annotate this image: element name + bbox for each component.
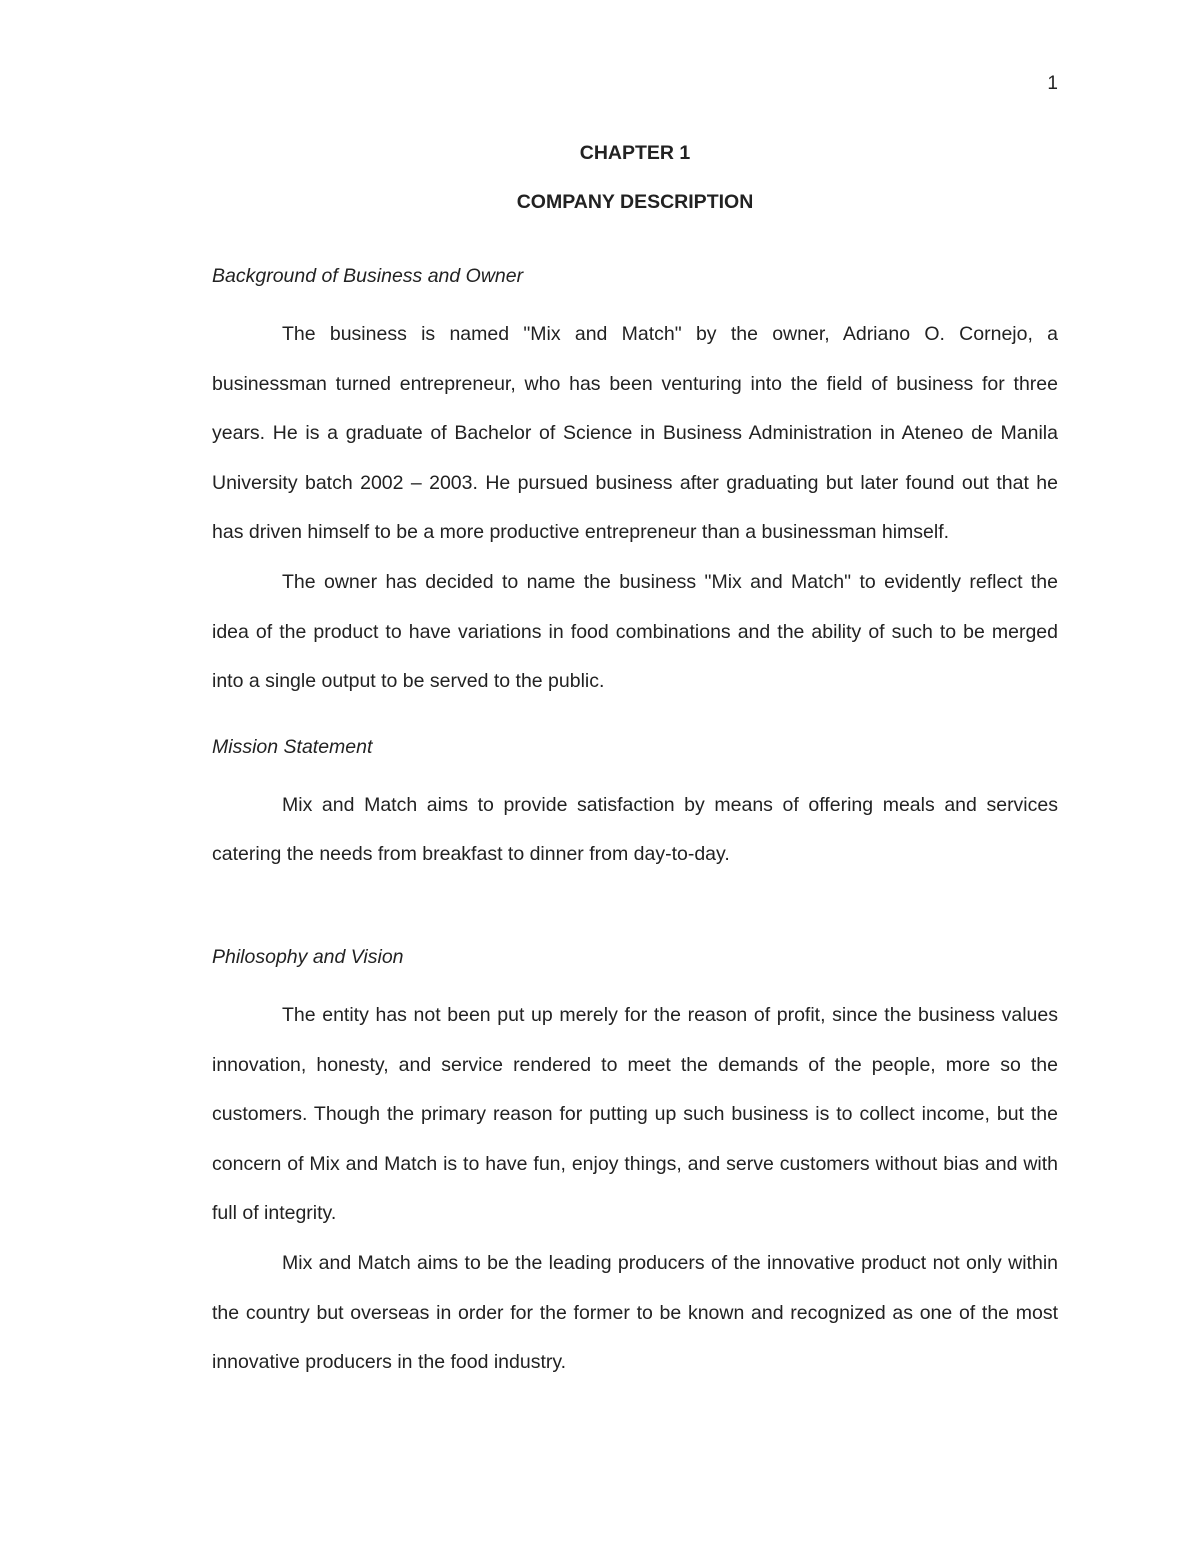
page-number: 1 xyxy=(1047,73,1058,94)
page-title: COMPANY DESCRIPTION xyxy=(516,191,754,213)
spacer xyxy=(212,880,1058,942)
paragraph: Mix and Match aims to be the leading producers of the innovative product not only within the country but overseas in order for the former to be known and recognized as one of the most innovative producers in the food industry. xyxy=(212,1251,1058,1374)
paragraph: The owner has decided to name the business "Mix and Match" to evidently reflect the idea of the product to have variations in food combinations and the ability of such to be merged into a single output to be served to the public. xyxy=(212,570,1058,693)
paragraph: The entity has not been put up merely for the reason of profit, since the business values innovation, honesty, and service rendered to meet the demands of the people, more so the customers. Though the primary reason for putting up such business is to collect income, but the concern of Mix and Match is to have fun, enjoy things, and serve customers without bias and with full of integrity. xyxy=(212,1003,1058,1225)
section-background xyxy=(212,261,1058,707)
section-heading-philosophy: Philosophy and Vision xyxy=(212,945,404,968)
chapter-heading: CHAPTER 1 xyxy=(579,142,691,164)
section-heading-mission: Mission Statement xyxy=(212,735,373,758)
section-heading-background: Background of Business and Owner xyxy=(212,265,524,287)
spacer xyxy=(212,707,1058,732)
document-body xyxy=(212,138,1058,1388)
section-philosophy xyxy=(212,942,1058,1388)
paragraph: Mix and Match aims to provide satisfaction by means of offering meals and services catering the needs from breakfast to dinner from day-to-day. xyxy=(212,793,1058,866)
paragraph: The business is named "Mix and Match" by the owner, Adriano O. Cornejo, a businessman turned entrepreneur, who has been venturing into the field of business for three years. He is a graduate of Bachelor of Science in Business Administration in Ateneo de Manila University batch 2002 – 2003. He pursued business after graduating but later found out that he has driven himself to be a more productive entrepreneur than a businessman himself. xyxy=(212,323,1058,544)
section-mission xyxy=(212,732,1058,880)
